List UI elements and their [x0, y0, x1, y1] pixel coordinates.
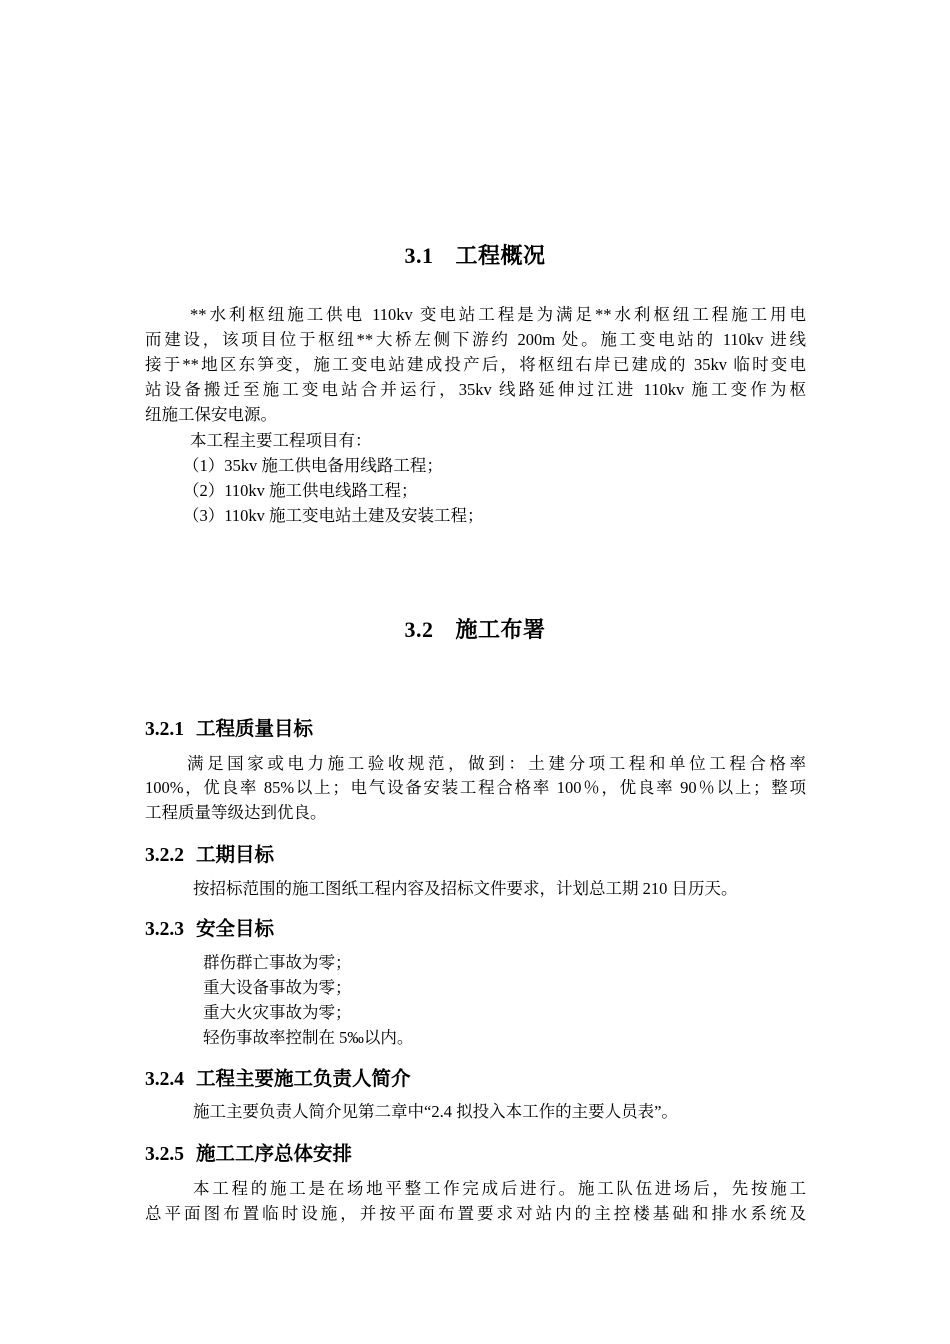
list-item: 轻伤事故率控制在 5‰以内。 — [203, 1028, 414, 1047]
section-heading-3-1 — [0, 239, 950, 270]
list-intro: 本工程主要工程项目有： — [190, 431, 372, 450]
paragraph-line: 接于**地区东笋变，施工变电站建成投产后，将枢纽右岸已建成的 35kv 临时变电 — [145, 355, 807, 374]
paragraph-line: 100%，优良率 85%以上；电气设备安装工程合格率 100％，优良率 90％以上；整项 — [145, 778, 806, 797]
subsection-number: 3.2.5 — [145, 1144, 184, 1165]
paragraph-line: 纽施工保安电源。 — [145, 405, 277, 424]
subsection-number: 3.2.1 — [145, 719, 184, 740]
subsection-title: 安全目标 — [196, 919, 275, 940]
subsection-heading-3-2-5 — [145, 1138, 352, 1166]
paragraph-line: 按招标范围的施工图纸工程内容及招标文件要求，计划总工期 210 日历天。 — [193, 879, 738, 898]
paragraph-line: 总平面图布置临时设施，并按平面布置要求对站内的主控楼基础和排水系统及 — [145, 1204, 806, 1223]
paragraph-line: 施工主要负责人简介见第二章中“2.4 拟投入本工作的主要人员表”。 — [193, 1102, 678, 1121]
subsection-number: 3.2.2 — [145, 845, 184, 866]
paragraph-line: 而建设，该项目位于枢纽**大桥左侧下游约 200m 处。施工变电站的 110kv 进线 — [145, 330, 806, 349]
subsection-title: 工程质量目标 — [196, 719, 314, 740]
list-item: （1）35kv 施工供电备用线路工程； — [183, 456, 443, 475]
list-item: 重大火灾事故为零； — [203, 1003, 352, 1022]
section-number: 3.1 — [404, 243, 434, 268]
subsection-title: 工程主要施工负责人简介 — [196, 1069, 411, 1090]
paragraph-line: 站设备搬迁至施工变电站合并运行，35kv 线路延伸过江进 110kv 施工变作为枢 — [145, 380, 806, 399]
section-title: 施工布署 — [455, 617, 546, 642]
paragraph-line: 工程质量等级达到优良。 — [145, 803, 327, 822]
section-title: 工程概况 — [455, 243, 546, 268]
list-item: 重大设备事故为零； — [203, 978, 352, 997]
list-item: （2）110kv 施工供电线路工程； — [183, 481, 418, 500]
subsection-heading-3-2-3 — [145, 913, 274, 941]
paragraph-line: 本工程的施工是在场地平整工作完成后进行。施工队伍进场后，先按施工 — [193, 1179, 806, 1198]
list-item: （3）110kv 施工变电站土建及安装工程； — [183, 506, 484, 525]
subsection-heading-3-2-1 — [145, 713, 313, 741]
paragraph-line: 满足国家或电力施工验收规范，做到：土建分项工程和单位工程合格率 — [187, 754, 806, 773]
subsection-number: 3.2.4 — [145, 1069, 184, 1090]
subsection-heading-3-2-4 — [145, 1063, 411, 1091]
subsection-heading-3-2-2 — [145, 839, 274, 867]
paragraph-line: **水利枢纽施工供电 110kv 变电站工程是为满足**水利枢纽工程施工用电 — [190, 305, 806, 324]
subsection-number: 3.2.3 — [145, 919, 184, 940]
subsection-title: 工期目标 — [196, 845, 275, 866]
section-heading-3-2 — [0, 613, 950, 644]
section-number: 3.2 — [404, 617, 434, 642]
subsection-title: 施工工序总体安排 — [196, 1144, 353, 1165]
list-item: 群伤群亡事故为零； — [203, 953, 352, 972]
